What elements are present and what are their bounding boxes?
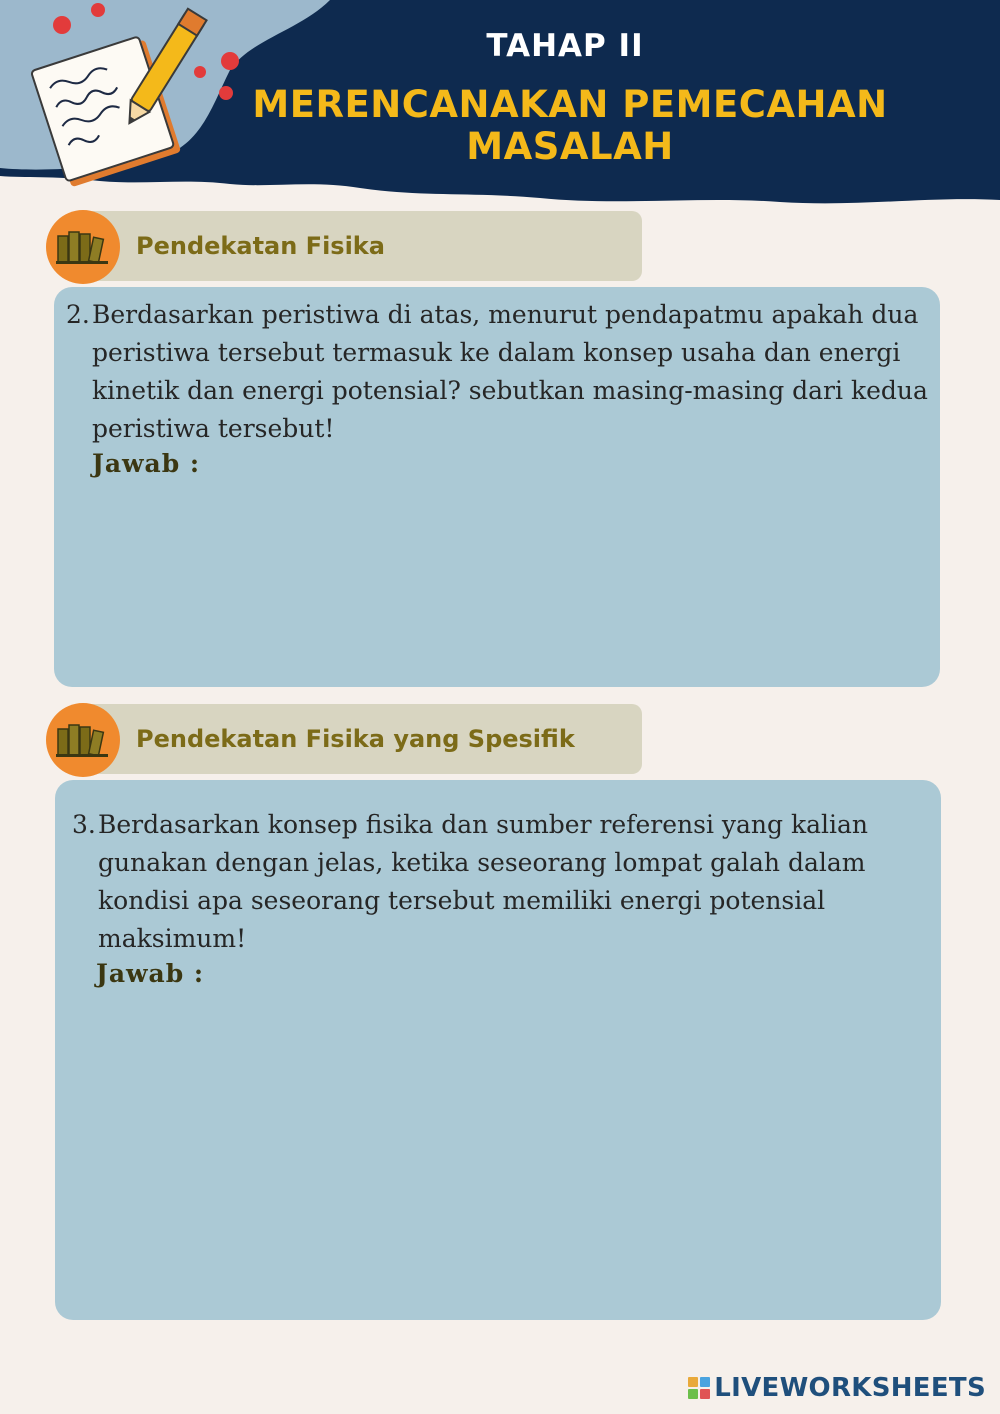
books-icon <box>46 703 120 777</box>
brand-name: LIVEWORKSHEETS <box>714 1373 986 1403</box>
section-header-specific-physics-approach <box>80 704 642 774</box>
question-number: 3. <box>72 810 96 839</box>
liveworksheets-logo-icon <box>688 1377 710 1399</box>
section-heading: Pendekatan Fisika <box>136 232 385 260</box>
question-2 <box>66 296 936 448</box>
question-3 <box>72 806 922 958</box>
section-header-physics-approach <box>80 211 642 281</box>
books-icon <box>46 210 120 284</box>
question-number: 2. <box>66 300 90 329</box>
section-heading: Pendekatan Fisika yang Spesifik <box>136 725 575 753</box>
liveworksheets-brand <box>688 1370 986 1406</box>
stage-label: TAHAP II <box>486 28 644 64</box>
page-title: MERENCANAKAN PEMECAHAN MASALAH <box>252 83 888 168</box>
answer-label: Jawab : <box>96 959 205 988</box>
question-text: Berdasarkan konsep fisika dan sumber referensi yang kalian gunakan dengan jelas, ketika seseorang lompat galah dalam kondisi apa seseorang tersebut memiliki energi potensial maksimum! <box>98 810 869 953</box>
question-text: Berdasarkan peristiwa di atas, menurut pendapatmu apakah dua peristiwa tersebut termasuk ke dalam konsep usaha dan energi kinetik dan energi potensial? sebutkan masing-masing dari kedua peristiwa tersebut! <box>92 300 928 443</box>
answer-label: Jawab : <box>92 449 201 478</box>
